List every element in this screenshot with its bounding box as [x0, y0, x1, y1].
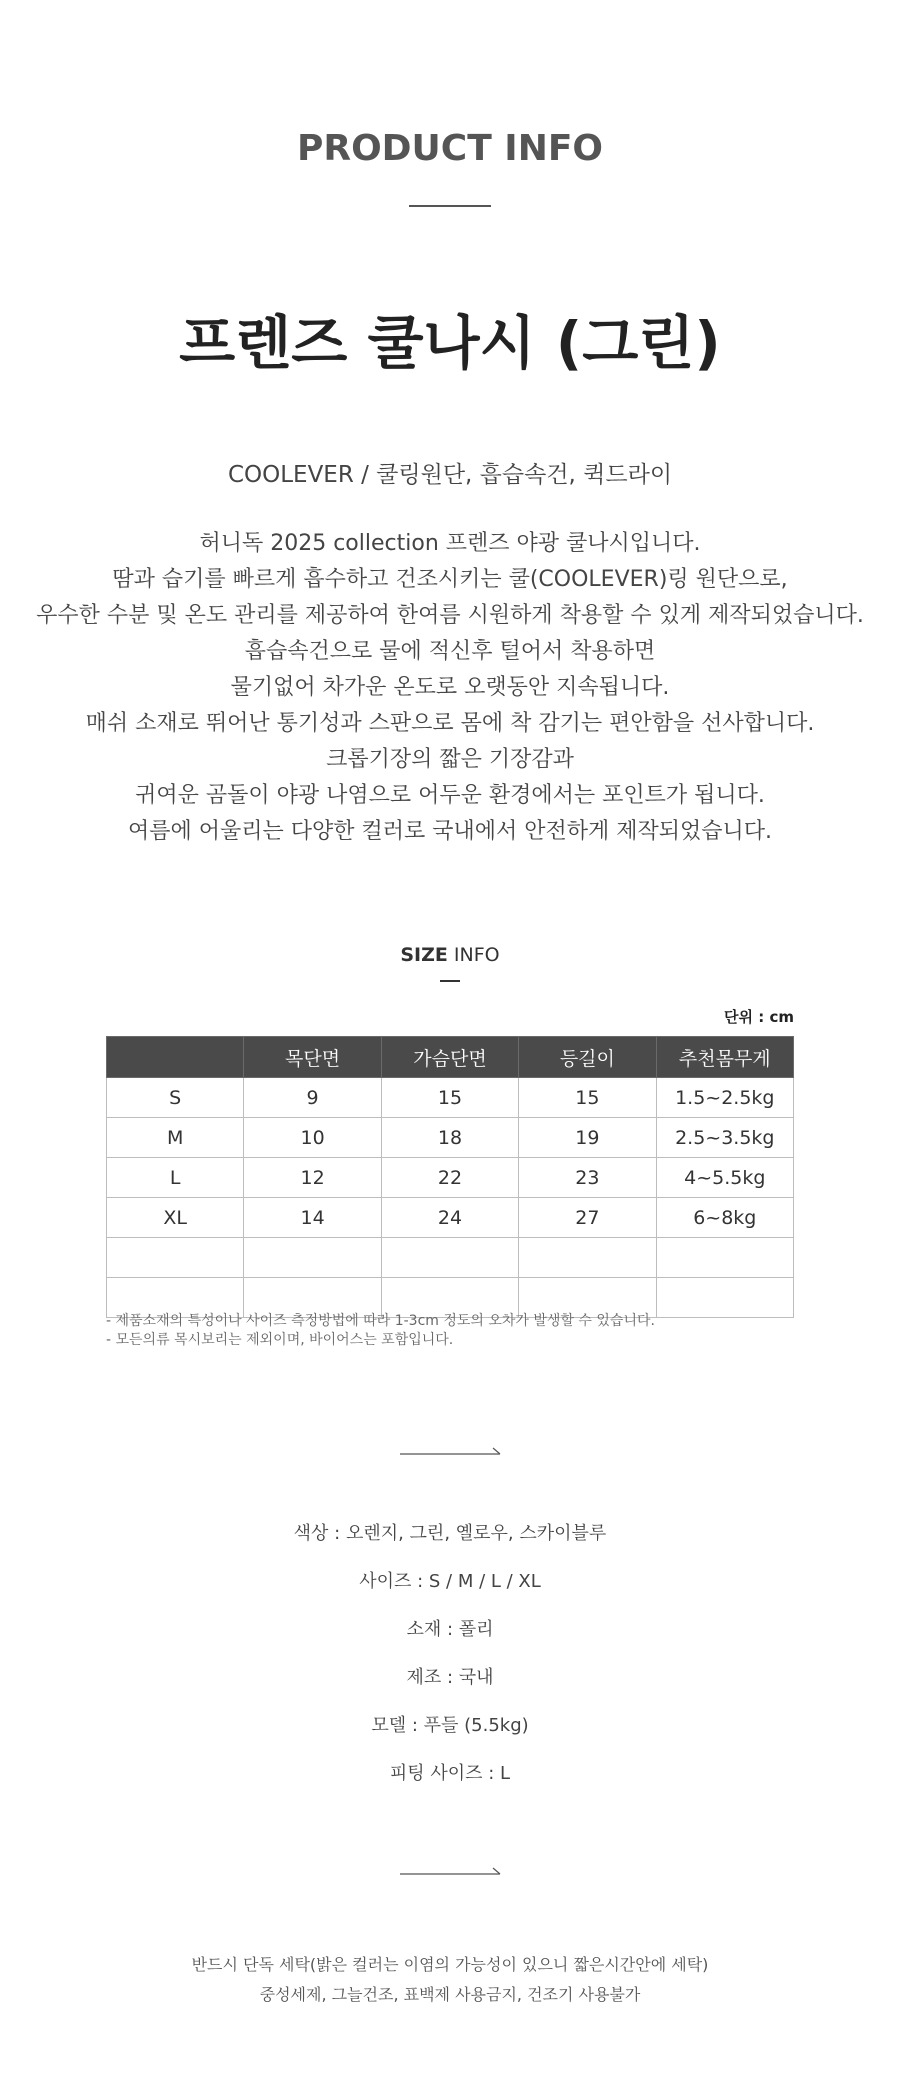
table-cell: 10 — [244, 1118, 381, 1158]
arrow-divider-icon — [400, 1866, 502, 1878]
table-cell: 6~8kg — [656, 1198, 793, 1238]
table-row — [107, 1198, 794, 1238]
table-cell: 24 — [381, 1198, 518, 1238]
table-cell: XL — [107, 1198, 244, 1238]
table-row — [107, 1158, 794, 1198]
size-table-header: 등길이 — [519, 1037, 656, 1078]
header-divider — [409, 205, 491, 207]
table-cell — [656, 1278, 793, 1318]
size-table-header: 목단면 — [244, 1037, 381, 1078]
spec-model: 모델 : 푸들 (5.5kg) — [371, 1715, 529, 1736]
size-heading-divider — [440, 980, 460, 982]
table-row — [107, 1078, 794, 1118]
description-line: 크롭기장의 짧은 기장감과 — [326, 747, 574, 772]
header-title: PRODUCT INFO — [296, 128, 604, 169]
table-cell: 27 — [519, 1198, 656, 1238]
care-line: 중성세제, 그늘건조, 표백제 사용금지, 건조기 사용불가 — [259, 1985, 641, 2004]
table-cell — [519, 1238, 656, 1278]
size-table-header: 추천몸무게 — [656, 1037, 793, 1078]
table-cell: M — [107, 1118, 244, 1158]
table-cell — [381, 1238, 518, 1278]
table-cell — [244, 1238, 381, 1278]
spec-fitting-size: 피팅 사이즈 : L — [389, 1763, 511, 1784]
table-cell: 18 — [381, 1118, 518, 1158]
table-cell: 4~5.5kg — [656, 1158, 793, 1198]
table-cell — [107, 1238, 244, 1278]
spec-list — [0, 1520, 900, 1808]
description-line: 매쉬 소재로 뛰어난 통기성과 스판으로 몸에 착 감기는 편안함을 선사합니다. — [85, 711, 815, 736]
spec-size: 사이즈 : S / M / L / XL — [359, 1571, 541, 1592]
size-note: - 모든의류 목시보리는 제외이며, 바이어스는 포함입니다. — [106, 1332, 454, 1348]
size-table-header: 가슴단면 — [381, 1037, 518, 1078]
care-instructions — [0, 1950, 900, 2010]
table-cell — [656, 1238, 793, 1278]
table-cell: 1.5~2.5kg — [656, 1078, 793, 1118]
table-cell: 19 — [519, 1118, 656, 1158]
description-line: 흡습속건으로 물에 적신후 털어서 착용하면 — [244, 639, 656, 664]
spec-color: 색상 : 오렌지, 그린, 옐로우, 스카이블루 — [293, 1523, 607, 1544]
table-cell: 12 — [244, 1158, 381, 1198]
care-line: 반드시 단독 세탁(밝은 컬러는 이염의 가능성이 있으니 짧은시간안에 세탁) — [191, 1955, 709, 1974]
table-cell: 14 — [244, 1198, 381, 1238]
size-table-header — [107, 1037, 244, 1078]
size-info-heading — [0, 944, 900, 966]
size-table — [106, 1036, 794, 1318]
spec-manufacture: 제조 : 국내 — [406, 1667, 494, 1688]
table-row — [107, 1238, 794, 1278]
table-cell: 23 — [519, 1158, 656, 1198]
table-cell: S — [107, 1078, 244, 1118]
table-cell: 15 — [381, 1078, 518, 1118]
description-line: 허니독 2025 collection 프렌즈 야광 쿨나시입니다. — [199, 531, 701, 556]
description-line: 여름에 어울리는 다양한 컬러로 국내에서 안전하게 제작되었습니다. — [127, 819, 772, 844]
size-note: - 제품소재의 특성이나 사이즈 측정방법에 따라 1-3cm 정도의 오차가 발생할 수 있습니다. — [106, 1313, 655, 1329]
size-table-header-row — [107, 1037, 794, 1078]
description-line: 물기없어 차가운 온도로 오랫동안 지속됩니다. — [230, 675, 670, 700]
description-line: 땀과 습기를 빠르게 흡수하고 건조시키는 쿨(COOLEVER)링 원단으로, — [112, 567, 788, 592]
size-heading-rest: INFO — [447, 944, 500, 966]
table-cell: L — [107, 1158, 244, 1198]
size-unit-label: 단위 : cm — [724, 1008, 794, 1026]
size-notes — [106, 1312, 655, 1350]
product-tagline: COOLEVER / 쿨링원단, 흡습속건, 퀵드라이 — [227, 462, 673, 488]
product-description — [0, 526, 900, 850]
arrow-divider-icon — [400, 1446, 502, 1458]
table-cell: 15 — [519, 1078, 656, 1118]
table-cell: 2.5~3.5kg — [656, 1118, 793, 1158]
description-line: 우수한 수분 및 온도 관리를 제공하여 한여름 시원하게 착용할 수 있게 제작되었습니다. — [36, 603, 864, 628]
table-row — [107, 1118, 794, 1158]
spec-material: 소재 : 폴리 — [406, 1619, 494, 1640]
table-cell: 9 — [244, 1078, 381, 1118]
size-heading-bold: SIZE — [400, 944, 448, 966]
table-cell: 22 — [381, 1158, 518, 1198]
product-name: 프렌즈 쿨나시 (그린) — [179, 309, 721, 377]
description-line: 귀여운 곰돌이 야광 나염으로 어두운 환경에서는 포인트가 됩니다. — [135, 783, 765, 808]
